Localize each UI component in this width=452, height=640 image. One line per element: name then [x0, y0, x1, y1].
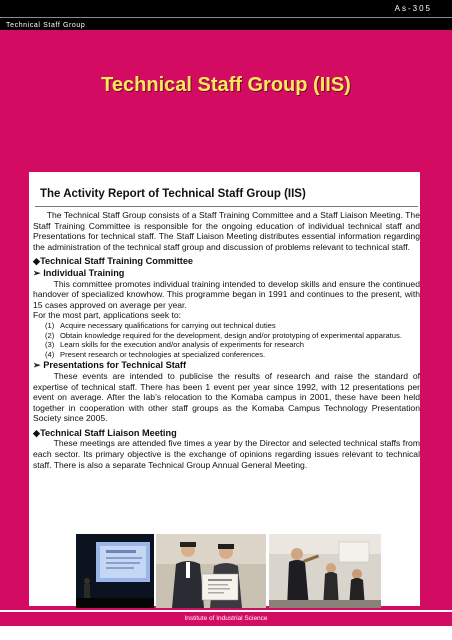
intro-paragraph: The Technical Staff Group consists of a Staff Training Committee and a Staff Liaison Meeting. The Staff Training Committee is responsible for the ongoing education of individual technical staff and Presentations for technical staff. The Staff Liaison Meeting distributes essential information regarding the administration of the technical staff group and discussion of problems relevant to technical staff.: [33, 210, 420, 252]
top-header-bar: [0, 0, 452, 30]
list-item-text: Learn skills for the execution and/or analysis of experiments for research: [60, 340, 304, 350]
footer-bar: [0, 612, 452, 626]
list-item-text: Obtain knowledge required for the development, design and/or prototyping of experimental apparatus.: [60, 330, 402, 340]
list-item-number: (2): [45, 330, 55, 340]
list-item: [45, 350, 420, 360]
committee-heading: ◆Technical Staff Training Committee: [33, 256, 194, 267]
liaison-heading: ◆Technical Staff Liaison Meeting: [33, 427, 177, 438]
report-body: [33, 210, 420, 470]
presentations-paragraph: These events are intended to publicise the results of research and raise the standard of expertise of technical staff. There has been 1 event per year since 1992, with 12 presentations per event on average. After the lab’s relocation to the Komaba campus in 2001, these have been held together in cooperation with other staff groups as the Komaba Campus Technology Presentation Society since 2005.: [33, 370, 420, 424]
applications-intro: For the most part, applications seek to:: [33, 310, 182, 321]
list-item: [45, 331, 420, 341]
applications-list: [33, 321, 420, 359]
page-code: As-305: [394, 4, 432, 13]
list-item-number: (1): [45, 320, 55, 330]
list-item-number: (4): [45, 349, 55, 359]
individual-training-heading: ➢ Individual Training: [33, 267, 125, 278]
award-photo: [156, 534, 266, 608]
report-title-underline: [35, 206, 418, 207]
presentation-hall-photo: [76, 534, 154, 608]
liaison-paragraph: These meetings are attended five times a year by the Director and selected technical staffs from each sector. Its primary objective is the exchange of opinions regarding issues relevant to technical staff. There is also a separate Technical Group Annual General Meeting.: [33, 438, 420, 470]
list-item-text: Acquire necessary qualifications for carrying out technical duties: [60, 320, 276, 330]
individual-training-paragraph: This committee promotes individual training intended to develop skills and ensure the continued handover of specialized knowhow. This programme began in 1991 and continues to the present, with 15 cases approved on average per year.: [33, 278, 420, 310]
photo-strip: [76, 534, 381, 608]
list-item: [45, 321, 420, 331]
report-title: The Activity Report of Technical Staff Group (IIS): [40, 188, 306, 200]
hero-title: Technical Staff Group (IIS): [101, 74, 351, 96]
list-item-number: (3): [45, 340, 55, 350]
section-label: Technical Staff Group: [6, 22, 86, 29]
list-item-text: Present research or technologies at specialized conferences.: [60, 349, 266, 359]
presentations-heading: ➢ Presentations for Technical Staff: [33, 360, 187, 371]
list-item: [45, 340, 420, 350]
performance-photo: [269, 534, 381, 608]
institute-name: Institute of Industrial Science: [184, 615, 268, 622]
header-rule: [0, 17, 452, 18]
